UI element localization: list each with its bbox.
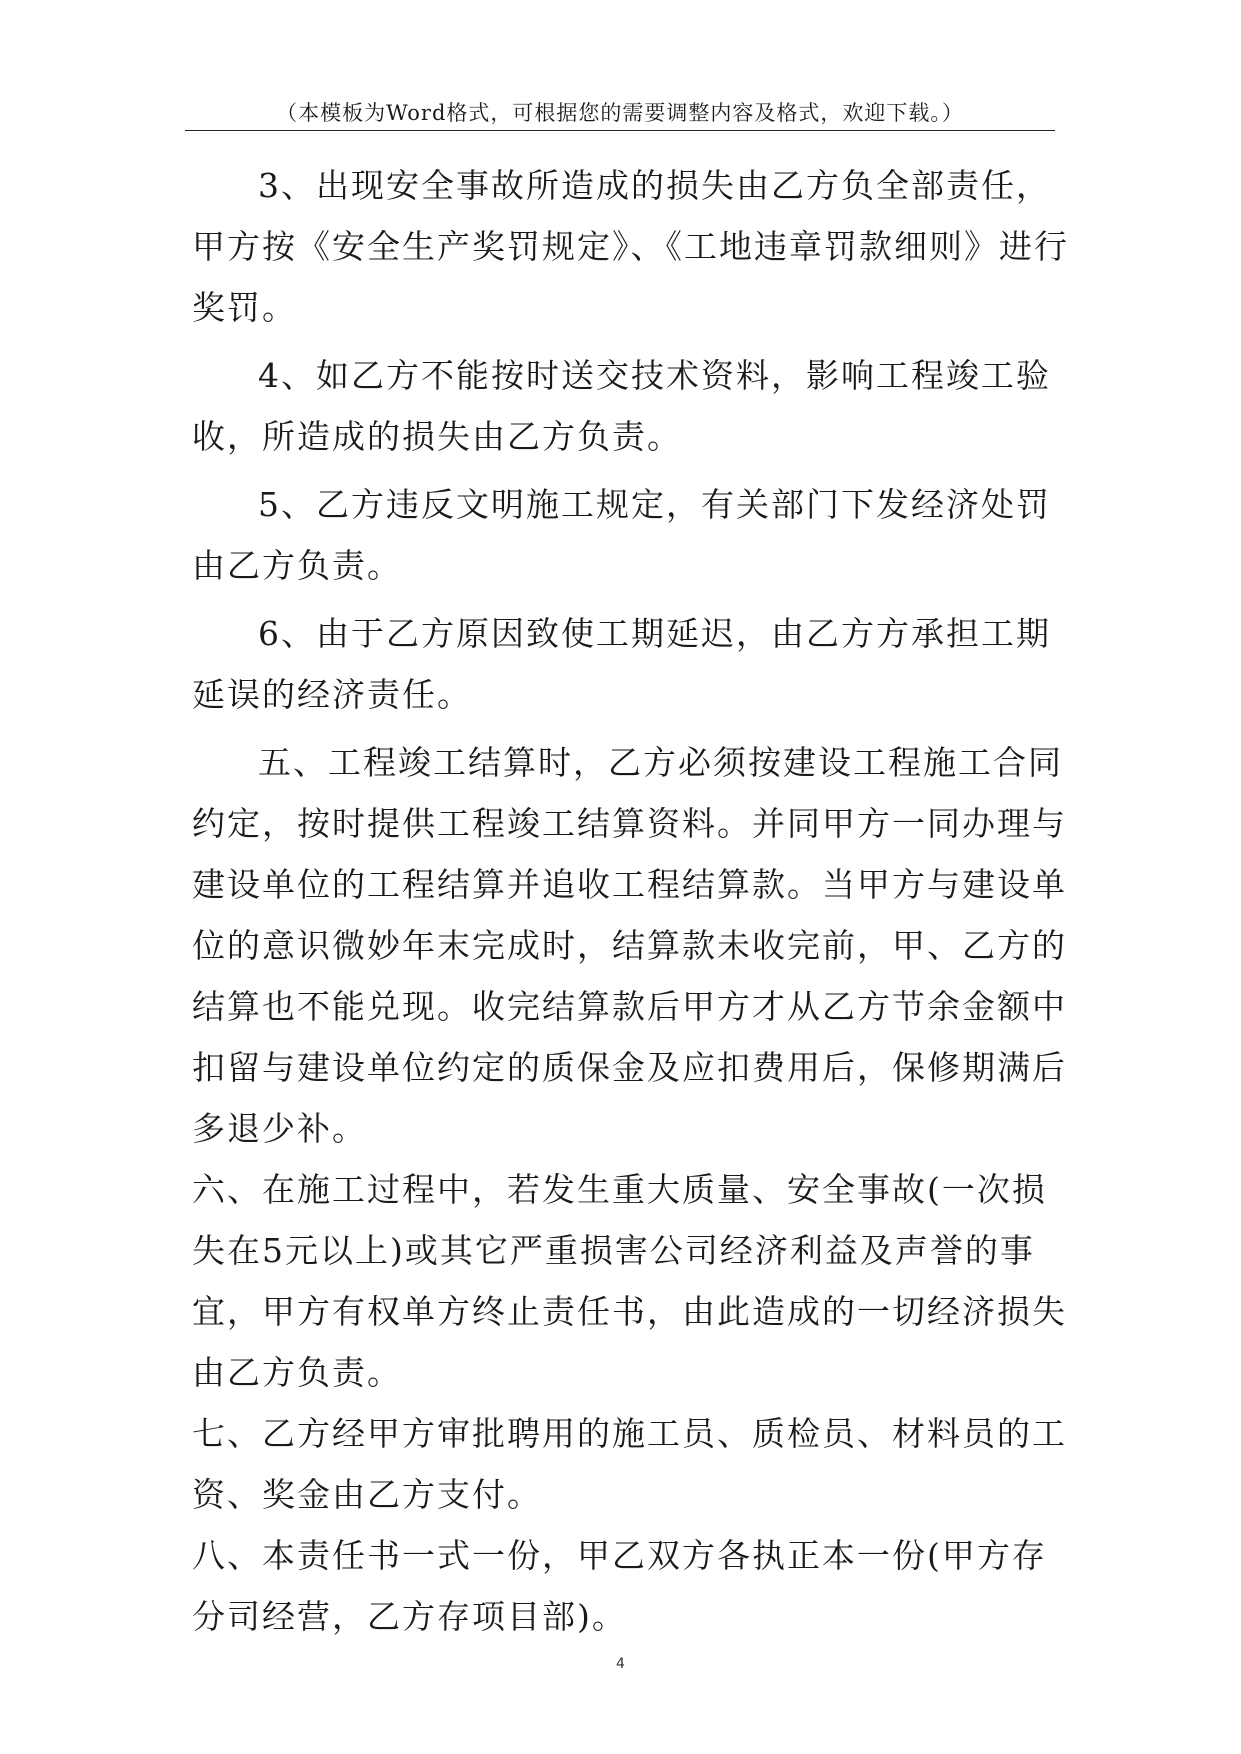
- section-five-paragraph: 五、工程竣工结算时，乙方必须按建设工程施工合同约定，按时提供工程竣工结算资料。并同甲方一同办理与建设单位的工程结算并追收工程结算款。当甲方与建设单位的意识微妙年末完成时，结算款未收完前，甲、乙方的结算也不能兑现。收完结算款后甲方才从乙方节余金额中扣留与建设单位约定的质保金及应扣费用后，保修期满后多退少补。: [192, 743, 1067, 1148]
- clause-4-paragraph: 4、如乙方不能按时送交技术资料，影响工程竣工验收，所造成的损失由乙方负责。: [192, 356, 1051, 456]
- clause-5-paragraph: 5、乙方违反文明施工规定，有关部门下发经济处罚由乙方负责。: [192, 485, 1051, 585]
- template-header-note: （本模板为Word格式，可根据您的需要调整内容及格式，欢迎下载。）: [276, 101, 964, 125]
- page-number: 4: [616, 1656, 625, 1672]
- clause-3-paragraph: 3、出现安全事故所造成的损失由乙方负全部责任，甲方按《安全生产奖罚规定》、《工地违章罚款细则》进行奖罚。: [192, 166, 1069, 327]
- header-divider: [185, 130, 1055, 131]
- section-eight-paragraph: 八、本责任书一式一份，甲乙双方各执正本一份(甲方存分司经营，乙方存项目部)。: [192, 1536, 1047, 1636]
- clause-6-paragraph: 6、由于乙方原因致使工期延迟，由乙方方承担工期延误的经济责任。: [192, 614, 1051, 714]
- section-seven-paragraph: 七、乙方经甲方审批聘用的施工员、质检员、材料员的工资、奖金由乙方支付。: [192, 1414, 1067, 1514]
- section-six-paragraph: 六、在施工过程中，若发生重大质量、安全事故(一次损失在5元以上)或其它严重损害公司经济利益及声誉的事宜，甲方有权单方终止责任书，由此造成的一切经济损失由乙方负责。: [192, 1170, 1067, 1392]
- document-body: [192, 155, 1072, 1647]
